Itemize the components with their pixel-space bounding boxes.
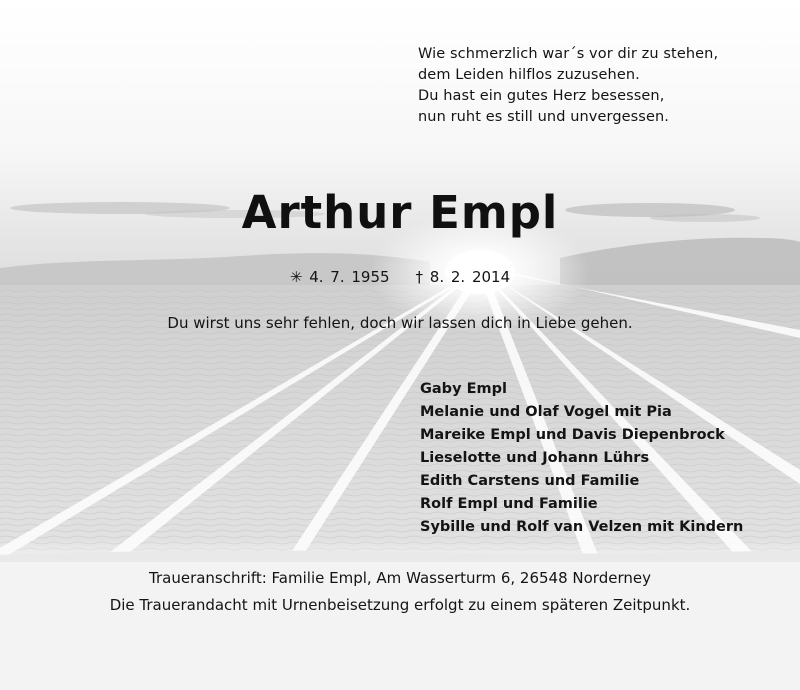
mourner-name: Lieselotte und Johann Lührs — [420, 450, 650, 466]
deceased-name: Arthur Empl — [241, 186, 559, 239]
birth-date: ✳ 4. 7. 1955 — [289, 268, 390, 286]
mourner-name: Melanie und Olaf Vogel mit Pia — [420, 404, 672, 420]
life-dates — [0, 268, 800, 286]
mourner-name: Sybille und Rolf van Velzen mit Kindern — [420, 519, 744, 535]
poem-line: dem Leiden hilflos zuzusehen. — [418, 67, 640, 83]
death-date: † 8. 2. 2014 — [415, 268, 511, 286]
mourner-name: Edith Carstens und Familie — [420, 473, 640, 489]
poem-line: Du hast ein gutes Herz besessen, — [418, 88, 665, 104]
condolence-address: Traueranschrift: Familie Empl, Am Wasserturm 6, 26548 Norderney — [149, 569, 651, 587]
mourner-name: Rolf Empl und Familie — [420, 496, 598, 512]
poem-line: nun ruht es still und unvergessen. — [418, 109, 669, 125]
mourner-name: Mareike Empl und Davis Diepenbrock — [420, 427, 725, 443]
poem — [418, 44, 778, 128]
mourner-name: Gaby Empl — [420, 381, 507, 397]
poem-line: Wie schmerzlich war´s vor dir zu stehen, — [418, 46, 719, 62]
farewell-motto: Du wirst uns sehr fehlen, doch wir lassen dich in Liebe gehen. — [167, 314, 633, 332]
mourners-list — [420, 378, 743, 539]
ceremony-note: Die Trauerandacht mit Urnenbeisetzung erfolgt zu einem späteren Zeitpunkt. — [109, 596, 691, 614]
